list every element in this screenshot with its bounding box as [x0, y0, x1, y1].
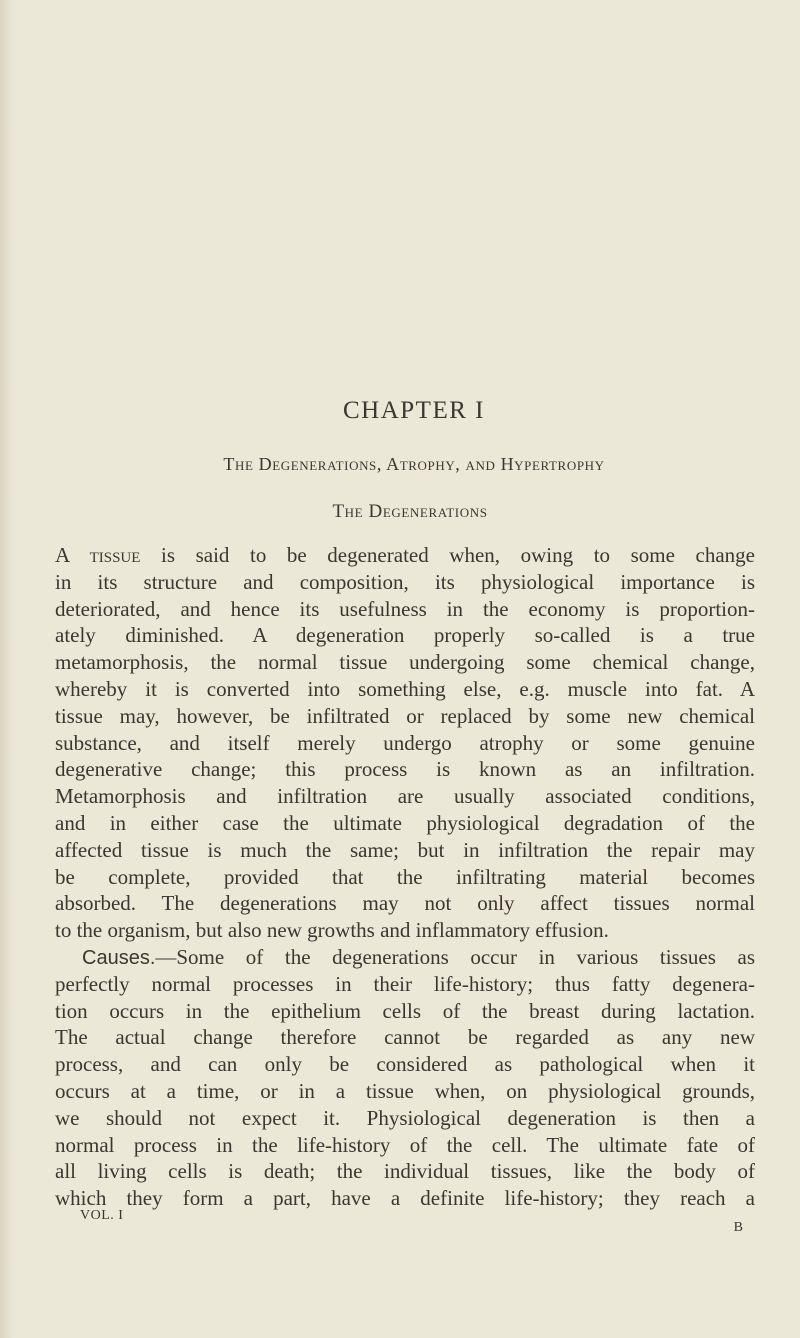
text-line: tion occurs in the epithelium cells of the breast during lactation.: [55, 998, 755, 1023]
body-text: [55, 542, 755, 1212]
causes-run-head: Causes.: [82, 946, 156, 969]
line-text: —Some of the degenerations occur in various tissues as: [155, 944, 755, 969]
text-line: perfectly normal processes in their life-history; thus fatty degenera-: [55, 971, 755, 996]
text-line: and in either case the ultimate physiological degradation of the: [55, 810, 755, 835]
text-line: The actual change therefore cannot be regarded as any new: [55, 1025, 755, 1050]
section-title: The Degenerations: [332, 501, 488, 522]
text-line: all living cells is death; the individual tissues, like the body of: [55, 1159, 755, 1184]
text-line: [55, 542, 755, 569]
page-footer: [55, 1207, 755, 1244]
text-line: tissue may, however, be infiltrated or replaced by some new chemical: [55, 703, 755, 728]
chapter-title: The Degenerations, Atrophy, and Hypertrophy: [223, 454, 605, 474]
text-line: normal process in the life-history of the cell. The ultimate fate of: [55, 1132, 755, 1157]
text-line: process, and can only be considered as pathological when it: [55, 1052, 755, 1077]
page-content: [55, 390, 755, 1244]
text-line: degenerative change; this process is known as an infiltration.: [55, 757, 755, 782]
text-line: be complete, provided that the infiltrating material becomes: [55, 864, 755, 889]
text-line: deteriorated, and hence its usefulness in the economy is proportion-: [55, 596, 755, 621]
text-line: we should not expect it. Physiological degeneration is then a: [55, 1105, 755, 1130]
text-line: whereby it is converted into something else, e.g. muscle into fat. A: [55, 676, 755, 701]
text-line: absorbed. The degenerations may not only affect tissues normal: [55, 891, 755, 916]
line-text: is said to be degenerated when, owing to some change: [140, 543, 755, 567]
text-line: ately diminished. A degeneration properly so-called is a true: [55, 623, 755, 648]
opening-words: A tissue: [55, 543, 141, 567]
text-line: metamorphosis, the normal tissue undergoing some chemical change,: [55, 650, 755, 675]
text-line: which they form a part, have a definite life-history; they reach a: [55, 1186, 755, 1211]
text-line: in its structure and composition, its physiological importance is: [55, 569, 755, 594]
text-line: to the organism, but also new growths and inflammatory effusion.: [55, 918, 609, 943]
signature-mark: B: [733, 1219, 743, 1235]
paragraph-2: [55, 944, 755, 1212]
text-line: affected tissue is much the same; but in infiltration the repair may: [55, 837, 755, 862]
text-line: Metamorphosis and infiltration are usually associated conditions,: [55, 784, 755, 809]
text-line: occurs at a time, or in a tissue when, on physiological grounds,: [55, 1078, 755, 1103]
volume-label: VOL. I: [80, 1207, 124, 1223]
page-edge-shadow: [0, 0, 14, 1338]
text-line: substance, and itself merely undergo atrophy or some genuine: [55, 730, 755, 755]
chapter-heading: CHAPTER I: [343, 397, 485, 424]
text-line: [55, 944, 755, 971]
paragraph-1: [55, 542, 755, 944]
